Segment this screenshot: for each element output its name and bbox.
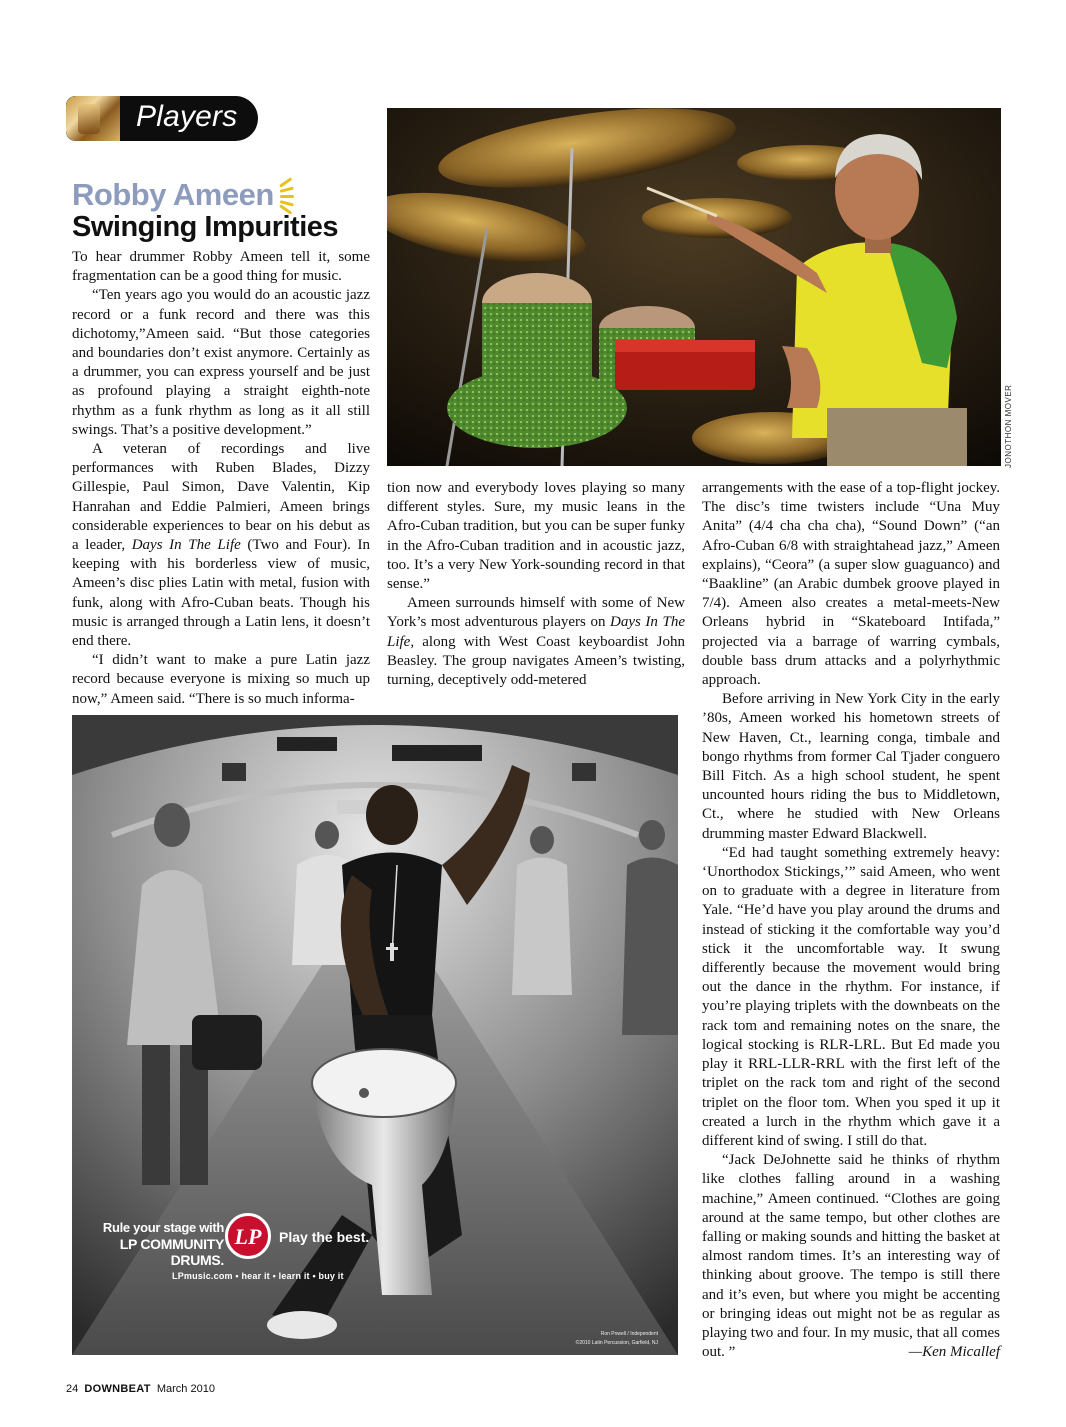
article-title: Swinging Impurities [72, 211, 339, 243]
lp-logo: LP [225, 1213, 271, 1259]
paragraph: arrangements with the ease of a top-flight jockey. The disc’s time twisters include “Una Muy Anita” (4/4 cha cha cha), “Sound Down” (“an Afro-Cuban 6/8 with straightahead jazz,” Ameen explains), “Ceora” (a super slow guaguanco) and “Baakline” (an Arabic dumbek groove played in 7/4). Ameen also creates a metal-meets-New Orleans hybrid in “Skateboard Intifada,” projected via a barrage of warring cymbals, double bass drum attacks and a polyrhythmic approach. [702, 480, 1000, 689]
magazine-name: DOWNBEAT [84, 1383, 151, 1395]
ad-slogan: Play the best. [279, 1229, 370, 1245]
paragraph: Before arriving in New York City in the early ’80s, Ameen worked his hometown streets of New Haven, Ct., learning conga, timbale and bongo rhythms from former Cal Tjader conguero Bill Fitch. As a high school student, he spent uncounted hours riding the bus to Middletown, Ct., where he studied with New Orleans drumming master Edward Blackwell. [702, 691, 1000, 842]
article-headline [72, 178, 372, 243]
section-label: Players [136, 100, 238, 133]
ad-photo-credit: Ron Powell / Independent [600, 1331, 658, 1337]
sun-rays-icon [280, 182, 296, 208]
ad-tagline: Rule your stage with LP COMMUNITY DRUMS. [102, 1220, 224, 1268]
lp-advertisement [72, 715, 678, 1355]
artist-name [72, 178, 372, 211]
ad-url: LPmusic.com • hear it • learn it • buy it [172, 1271, 344, 1281]
paragraph: A veteran of recordings and live performances with Ruben Blades, Dizzy Gillespie, Paul Simon, Dave Valentin, Kip Hanrahan and Eddie Palmieri, Ameen brings considerable experiences to bear on his debut as a leader, Days In The Life (Two and Four). In keeping with his borderless view of music, Ameen’s disc plies Latin with metal, fusion with funk, along with Afro-Cuban beats. Though his music is arranged through a Latin lens, it doesn’t end there. [72, 441, 370, 650]
issue-date: March 2010 [156, 1383, 215, 1395]
album-title: Days In The Life [131, 537, 241, 554]
byline: —Ken Micallef [908, 1344, 1000, 1361]
ad-copyright: ©2010 Latin Percussion, Garfield, NJ [575, 1340, 658, 1346]
column-1 [72, 248, 370, 709]
paragraph: Ameen surrounds himself with some of New York’s most adventurous players on Days In The Life, along with West Coast keyboardist John Beasley. The group navigates Ameen’s twisting, turning, deceptively odd-metered [387, 595, 685, 689]
drummer-photo [387, 108, 1001, 466]
paragraph: “I didn’t want to make a pure Latin jazz record because everyone is mixing so much up now,” Ameen said. “There is so much informa- [72, 652, 370, 707]
paragraph: To hear drummer Robby Ameen tell it, some fragmentation can be a good thing for music. [72, 249, 370, 285]
photo-credit: JONOTHON MOVER [1004, 384, 1013, 468]
page-number: 24 [66, 1383, 79, 1395]
album-title: Days In The Life [387, 614, 685, 650]
paragraph: “Jack DeJohnette said he thinks of rhythm like clothes falling around in a washing machine,” Ameen continued. “Clothes are going around at the same tempo, but other clothes are falling or making sounds and hitting the basket at almost random times. It’s an interesting way of thinking about groove. The tempo is still there and it’s even, but where you might be accenting or bringing ideas out might not be as regular as playing two and four. In my music, that all comes out. ” [702, 1152, 1000, 1361]
section-tab [66, 96, 258, 141]
column-2 [387, 479, 685, 690]
page-footer [66, 1383, 215, 1395]
saxophone-thumbnail [66, 96, 120, 141]
paragraph: tion now and everybody loves playing so many different styles. Sure, my music leans in the Afro-Cuban tradition, but you can be super funky in the Afro-Cuban tradition and in acoustic jazz, too. It’s a very New York-sounding record in that sense.” [387, 480, 685, 593]
column-3 [702, 479, 1000, 1362]
paragraph: “Ed had taught something extremely heavy: ‘Unorthodox Stickings,’” said Ameen, who went on to graduate with a degree in literature from Yale. “He’d have you play around the drums and instead of sticking it the comfortable way you’d stick it the uncomfortable way. It swung differently because the movement would bring out the dance in the rhythm. For instance, if you’re playing triplets with the downbeats on the rack tom and remaining notes on the snare, the logical stocking is RLR-LRL. But Ed made you play it RRL-LLR-RRL with the first left of the triplet on the rack tom and right of the second triplet on the floor tom. When you sped it up it created a lurch in the rhythm which gave it a different kind of swing. I still do that. [702, 844, 1000, 1149]
artist-name-text: Robby Ameen [72, 177, 274, 212]
paragraph: “Ten years ago you would do an acoustic jazz record or a funk record and there was this dichotomy,”Ameen said. “But those categories and boundaries don’t exist anymore. Certainly as a drummer, you can express yourself and be just as profound playing a straight eighth-note rhythm as a funk rhythm as long as it all still swings. That’s a positive development.” [72, 287, 370, 438]
